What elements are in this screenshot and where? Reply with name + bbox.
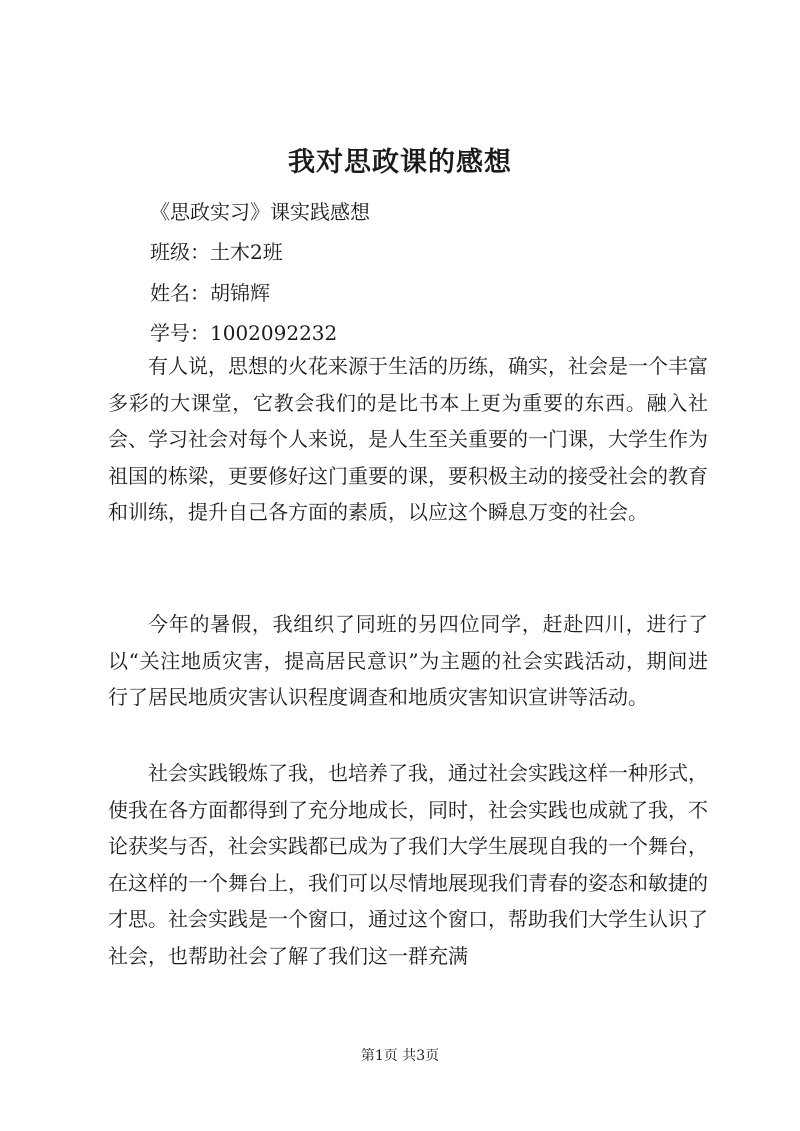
- subtitle: 《思政实习》课实践感想: [150, 200, 370, 224]
- paragraph-1: 有人说，思想的火花来源于生活的历练，确实，社会是一个丰富多彩的大课堂，它教会我们的是比书本上更为重要的东西。融入社会、学习社会对每个人来说，是人生至关重要的一门课，大学生作为祖国的栋梁，更要修好这门重要的课，要积极主动的接受社会的教育和训练，提升自己各方面的素质，以应这个瞬息万变的社会。: [108, 354, 708, 524]
- class-line: 班级：土木2班: [150, 240, 283, 264]
- paragraph-2: 今年的暑假，我组织了同班的另四位同学，赶赴四川，进行了以“关注地质灾害，提高居民意识”为主题的社会实践活动，期间进行了居民地质灾害认识程度调查和地质灾害知识宣讲等活动。: [108, 612, 708, 709]
- page-title: 我对思政课的感想: [288, 147, 512, 178]
- name-line: 姓名：胡锦辉: [150, 281, 270, 305]
- page-footer: 第1页 共3页: [360, 1048, 440, 1064]
- paragraph-3: 社会实践锻炼了我，也培养了我，通过社会实践这样一种形式，使我在各方面都得到了充分地成长，同时，社会实践也成就了我，不论获奖与否，社会实践都已成为了我们大学生展现自我的一个舞台，在这样的一个舞台上，我们可以尽情地展现我们青春的姿态和敏捷的才思。社会实践是一个窗口，通过这个窗口，帮助我们大学生认识了社会，也帮助社会了解了我们这一群充满: [108, 761, 708, 968]
- student-id-line: 学号：1002092232: [150, 321, 338, 345]
